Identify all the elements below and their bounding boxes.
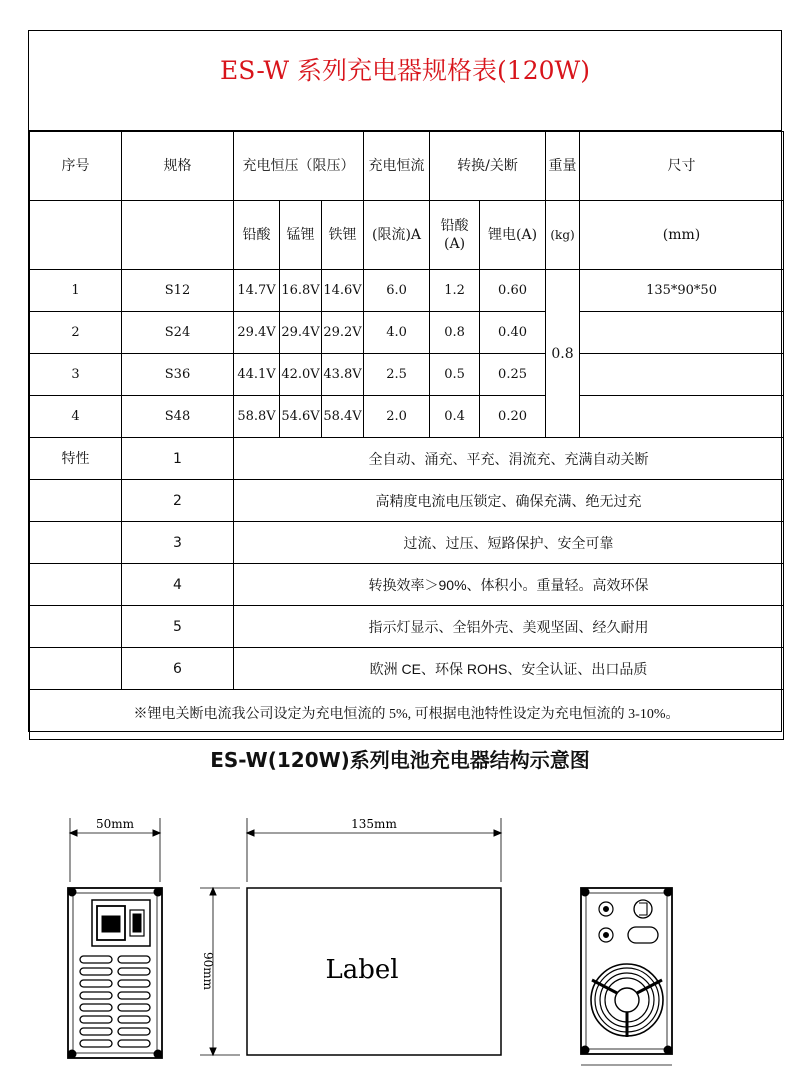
row-current: 4.0	[364, 312, 430, 354]
header-cutoff: 转换/关断	[430, 132, 546, 201]
row-v-fe: 43.8V	[322, 354, 364, 396]
row-c-lead: 1.2	[430, 270, 480, 312]
feature-text: 转换效率＞90%、体积小。重量轻。高效环保	[234, 564, 784, 606]
page-title: ES-W 系列充电器规格表(120W)	[29, 31, 781, 131]
spec-sheet	[28, 30, 782, 732]
row-spec: S48	[122, 396, 234, 438]
feature-row	[30, 648, 784, 690]
diagram-title: ES-W(120W)系列电池充电器结构示意图	[210, 748, 590, 772]
subheader-kg: (kg)	[546, 201, 580, 270]
row-c-li: 0.40	[480, 312, 546, 354]
feature-number: 2	[122, 480, 234, 522]
subheader-lead: 铅酸	[234, 201, 280, 270]
row-v-lead: 29.4V	[234, 312, 280, 354]
subheader-empty	[30, 201, 122, 270]
table-row	[30, 354, 784, 396]
features-label-empty	[30, 522, 122, 564]
header-no: 序号	[30, 132, 122, 201]
row-c-li: 0.60	[480, 270, 546, 312]
subheader-row	[30, 201, 784, 270]
row-v-lead: 58.8V	[234, 396, 280, 438]
features-label-empty	[30, 648, 122, 690]
top-view	[200, 818, 501, 1055]
feature-row	[30, 564, 784, 606]
header-spec: 规格	[122, 132, 234, 201]
spec-table	[29, 131, 784, 740]
subheader-lead-a: 铅酸(A)	[430, 201, 480, 270]
feature-number: 1	[122, 438, 234, 480]
subheader-empty	[122, 201, 234, 270]
row-c-lead: 0.4	[430, 396, 480, 438]
features-label: 特性	[30, 438, 122, 480]
feature-number: 3	[122, 522, 234, 564]
row-c-lead: 0.8	[430, 312, 480, 354]
label-text: Label	[325, 955, 399, 985]
dim-length-label: 135mm	[351, 817, 397, 831]
size-cell-empty	[580, 396, 784, 438]
row-v-mn: 54.6V	[280, 396, 322, 438]
row-v-lead: 44.1V	[234, 354, 280, 396]
row-v-mn: 16.8V	[280, 270, 322, 312]
feature-row	[30, 606, 784, 648]
row-c-li: 0.20	[480, 396, 546, 438]
features-label-empty	[30, 564, 122, 606]
size-cell-empty	[580, 312, 784, 354]
row-c-li: 0.25	[480, 354, 546, 396]
feature-row	[30, 522, 784, 564]
weight-cell: 0.8	[546, 270, 580, 438]
row-v-fe: 29.2V	[322, 312, 364, 354]
row-v-mn: 29.4V	[280, 312, 322, 354]
rear-view	[581, 888, 672, 1054]
row-current: 2.0	[364, 396, 430, 438]
subheader-limit: (限流)A	[364, 201, 430, 270]
subheader-fe-li: 铁锂	[322, 201, 364, 270]
dim-height-label: 90mm	[201, 951, 215, 991]
size-cell-empty	[580, 354, 784, 396]
row-spec: S24	[122, 312, 234, 354]
header-current: 充电恒流	[364, 132, 430, 201]
header-voltage: 充电恒压（限压）	[234, 132, 364, 201]
row-current: 2.5	[364, 354, 430, 396]
header-row	[30, 132, 784, 201]
row-no: 4	[30, 396, 122, 438]
header-weight: 重量	[546, 132, 580, 201]
row-v-mn: 42.0V	[280, 354, 322, 396]
row-no: 1	[30, 270, 122, 312]
feature-row	[30, 438, 784, 480]
front-view	[68, 818, 162, 1058]
features-label-empty	[30, 606, 122, 648]
row-v-fe: 14.6V	[322, 270, 364, 312]
feature-text: 指示灯显示、全铝外壳、美观坚固、经久耐用	[234, 606, 784, 648]
table-row	[30, 270, 784, 312]
dim-width-label: 50mm	[95, 817, 135, 831]
row-spec: S12	[122, 270, 234, 312]
row-no: 2	[30, 312, 122, 354]
feature-number: 5	[122, 606, 234, 648]
note-row	[30, 690, 784, 740]
subheader-mn-li: 锰锂	[280, 201, 322, 270]
row-v-fe: 58.4V	[322, 396, 364, 438]
feature-text: 欧洲 CE、环保 ROHS、安全认证、出口品质	[234, 648, 784, 690]
feature-text: 过流、过压、短路保护、安全可靠	[234, 522, 784, 564]
feature-number: 4	[122, 564, 234, 606]
row-current: 6.0	[364, 270, 430, 312]
feature-text: 高精度电流电压锁定、确保充满、绝无过充	[234, 480, 784, 522]
feature-number: 6	[122, 648, 234, 690]
row-spec: S36	[122, 354, 234, 396]
feature-text: 全自动、涌充、平充、涓流充、充满自动关断	[234, 438, 784, 480]
table-row	[30, 396, 784, 438]
row-no: 3	[30, 354, 122, 396]
footnote: ※锂电关断电流我公司设定为充电恒流的 5%, 可根据电池特性设定为充电恒流的 3-10%。	[30, 690, 784, 740]
table-row	[30, 312, 784, 354]
structure-drawing	[0, 790, 800, 1080]
subheader-mm: (mm)	[580, 201, 784, 270]
size-cell: 135*90*50	[580, 270, 784, 312]
feature-row	[30, 480, 784, 522]
row-c-lead: 0.5	[430, 354, 480, 396]
features-label-empty	[30, 480, 122, 522]
header-size: 尺寸	[580, 132, 784, 201]
subheader-li-a: 锂电(A)	[480, 201, 546, 270]
row-v-lead: 14.7V	[234, 270, 280, 312]
